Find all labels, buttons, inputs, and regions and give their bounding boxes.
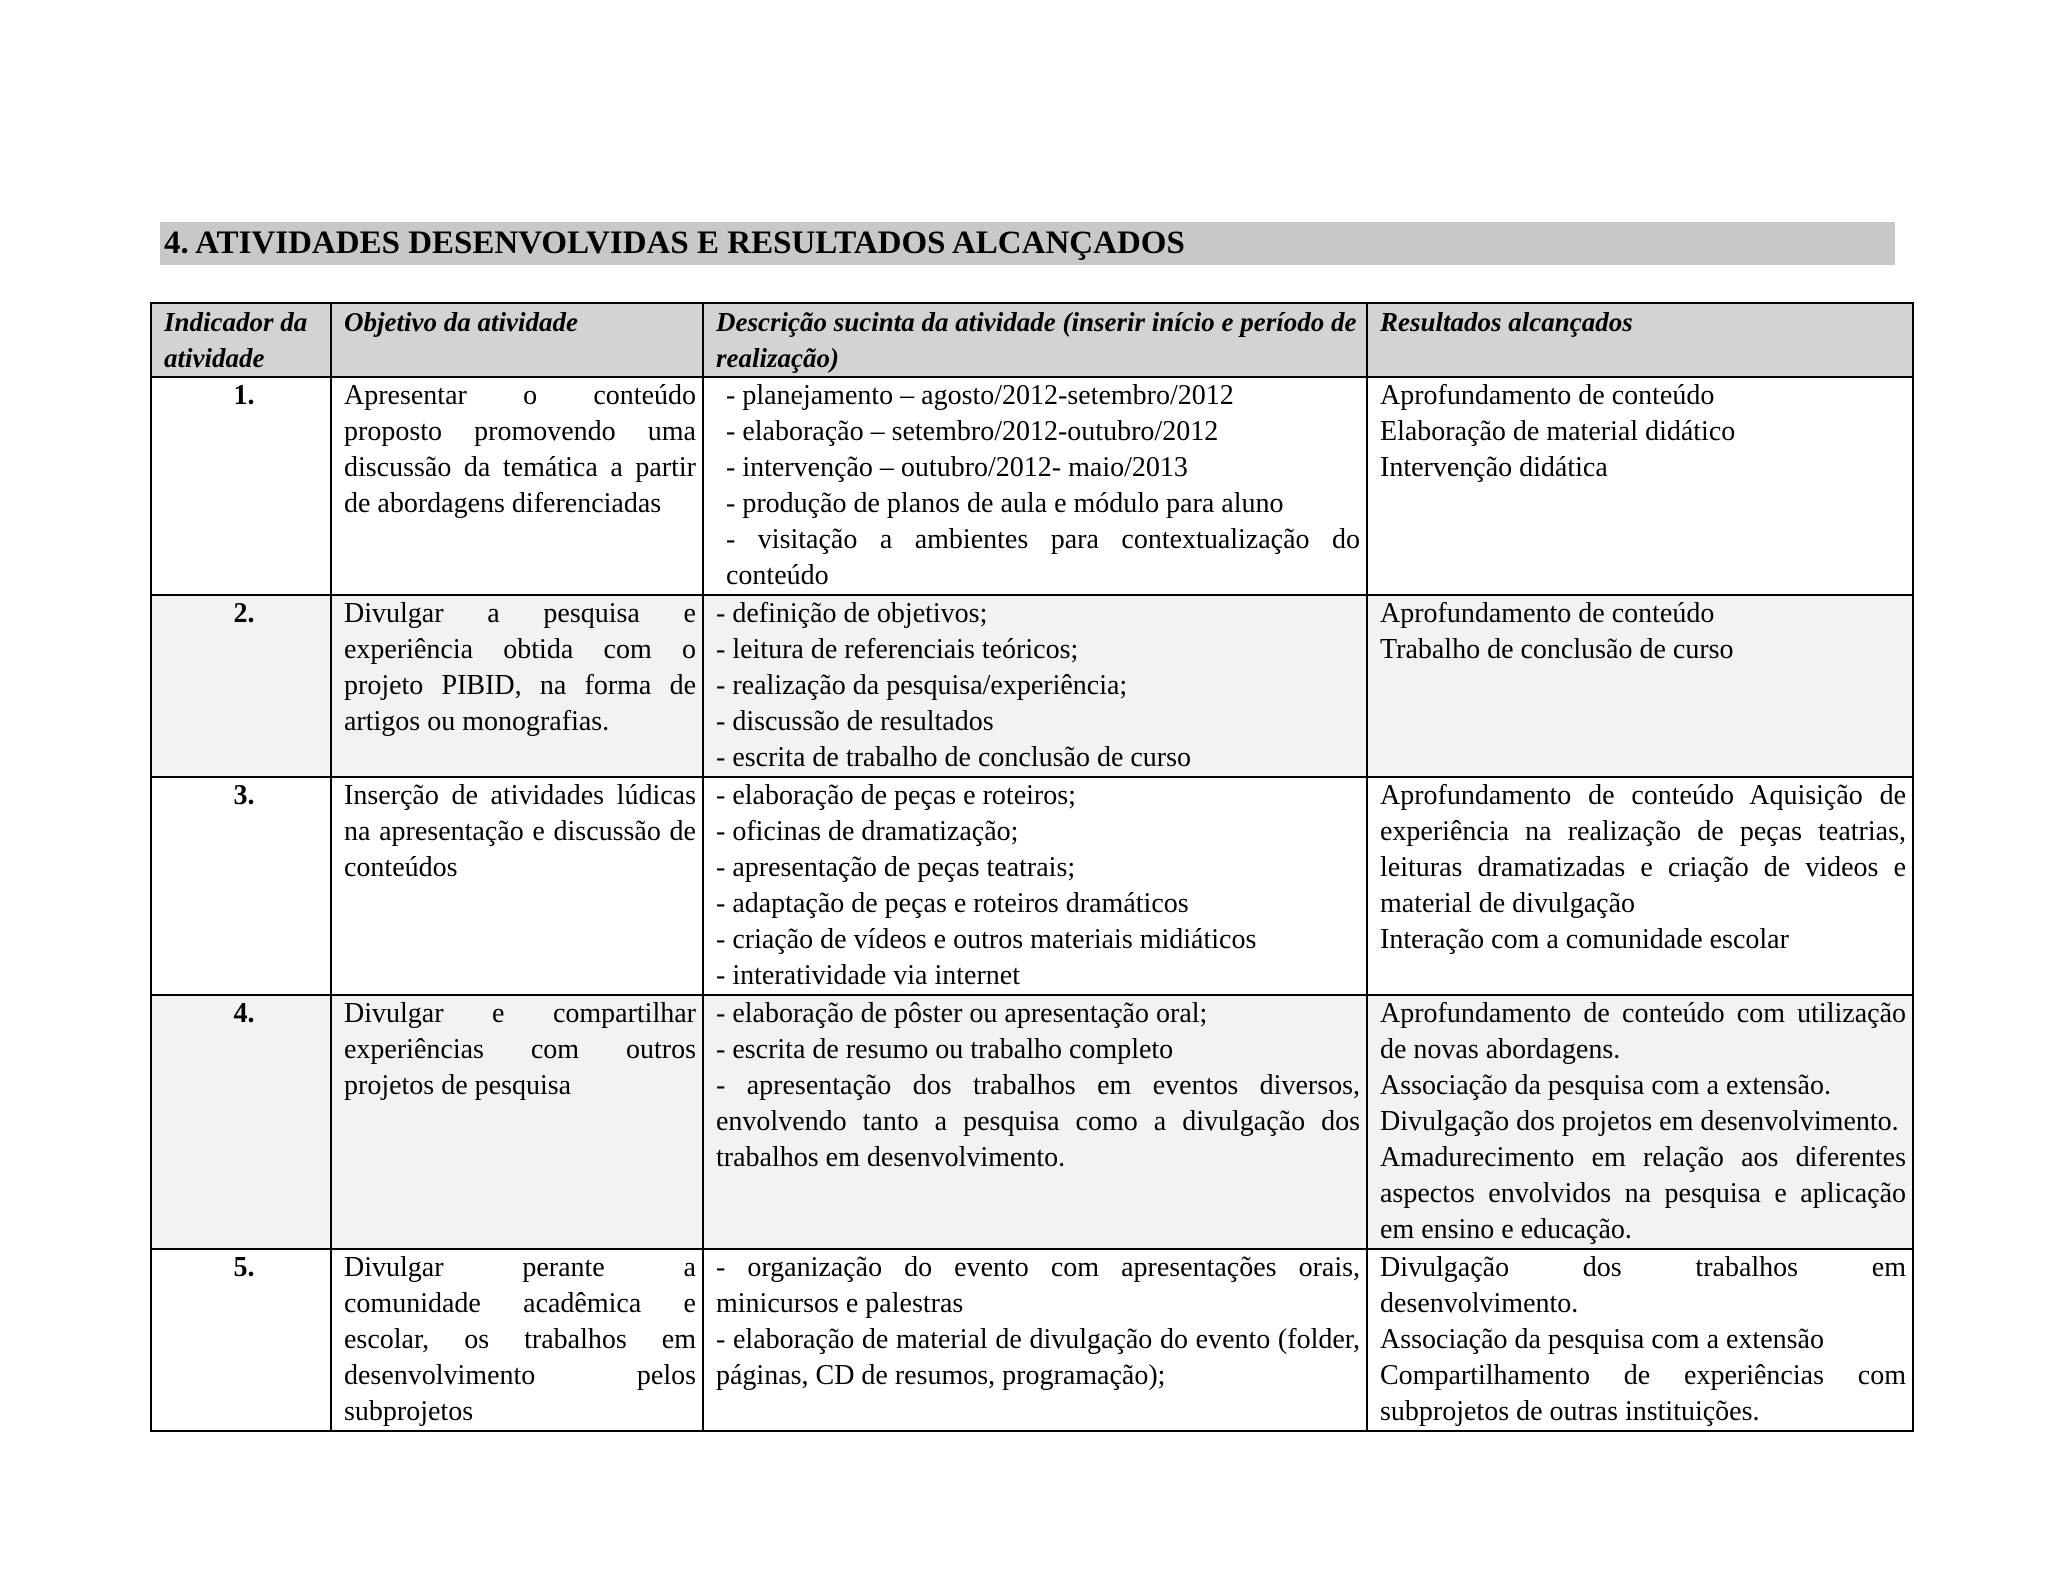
- results-cell: [1367, 995, 1913, 1249]
- section-title: 4. ATIVIDADES DESENVOLVIDAS E RESULTADOS ALCANÇADOS: [160, 222, 1895, 265]
- description-line: - definição de objetivos;: [716, 598, 988, 629]
- indicator-cell: 5.: [151, 1249, 331, 1431]
- table-row: [151, 1249, 1913, 1431]
- description-line: - apresentação de peças teatrais;: [716, 852, 1076, 883]
- description-line: - escrita de resumo ou trabalho completo: [716, 1034, 1174, 1065]
- table-row: [151, 595, 1913, 777]
- description-cell: [703, 777, 1367, 995]
- header-objective: Objetivo da atividade: [331, 303, 703, 377]
- header-indicator: Indicador da atividade: [151, 303, 331, 377]
- result-line: Aprofundamento de conteúdo com utilização de novas abordagens.: [1380, 998, 1906, 1065]
- activities-table: [150, 302, 1914, 1432]
- result-line: Compartilhamento de experiências com subprojetos de outras instituições.: [1380, 1360, 1906, 1427]
- table-header-row: [151, 303, 1913, 377]
- result-line: Aprofundamento de conteúdo: [1380, 598, 1715, 629]
- description-line: - visitação a ambientes para contextualização do conteúdo: [726, 524, 1360, 591]
- description-line: - discussão de resultados: [716, 706, 994, 737]
- description-line: - produção de planos de aula e módulo para aluno: [726, 488, 1284, 519]
- table-row: [151, 995, 1913, 1249]
- description-cell: [703, 1249, 1367, 1431]
- description-line: - intervenção – outubro/2012- maio/2013: [726, 452, 1188, 483]
- table-row: [151, 777, 1913, 995]
- objective-cell: Divulgar perante a comunidade acadêmica e escolar, os trabalhos em desenvolvimento pelos subprojetos: [331, 1249, 703, 1431]
- objective-cell: Divulgar a pesquisa e experiência obtida com o projeto PIBID, na forma de artigos ou monografias.: [331, 595, 703, 777]
- result-line: Intervenção didática: [1380, 452, 1608, 483]
- table-row: [151, 377, 1913, 595]
- description-cell: [703, 995, 1367, 1249]
- header-description: Descrição sucinta da atividade (inserir início e período de realização): [703, 303, 1367, 377]
- description-line: - elaboração – setembro/2012-outubro/2012: [726, 416, 1219, 447]
- description-line: - escrita de trabalho de conclusão de curso: [716, 742, 1192, 773]
- description-line: - elaboração de material de divulgação do evento (folder, páginas, CD de resumos, programação);: [716, 1324, 1360, 1391]
- description-line: - planejamento – agosto/2012-setembro/2012: [726, 380, 1234, 411]
- result-line: Elaboração de material didático: [1380, 416, 1736, 447]
- description-cell: [703, 595, 1367, 777]
- description-cell: [703, 377, 1367, 595]
- description-line: - apresentação dos trabalhos em eventos diversos, envolvendo tanto a pesquisa como a divulgação dos trabalhos em desenvolvimento.: [716, 1070, 1360, 1173]
- result-line: Divulgação dos projetos em desenvolvimento.: [1380, 1106, 1899, 1137]
- indicator-cell: 2.: [151, 595, 331, 777]
- result-line: Associação da pesquisa com a extensão.: [1380, 1070, 1831, 1101]
- description-line: - adaptação de peças e roteiros dramáticos: [716, 888, 1189, 919]
- description-line: - interatividade via internet: [716, 960, 1020, 991]
- indicator-cell: 1.: [151, 377, 331, 595]
- indicator-cell: 3.: [151, 777, 331, 995]
- description-line: - organização do evento com apresentações orais, minicursos e palestras: [716, 1252, 1360, 1319]
- indicator-cell: 4.: [151, 995, 331, 1249]
- results-cell: [1367, 595, 1913, 777]
- result-line: Aprofundamento de conteúdo: [1380, 380, 1715, 411]
- results-cell: [1367, 1249, 1913, 1431]
- result-line: Amadurecimento em relação aos diferentes aspectos envolvidos na pesquisa e aplicação em ensino e educação.: [1380, 1142, 1906, 1245]
- description-line: - realização da pesquisa/experiência;: [716, 670, 1128, 701]
- description-line: - elaboração de peças e roteiros;: [716, 780, 1076, 811]
- header-results: Resultados alcançados: [1367, 303, 1913, 377]
- objective-cell: Inserção de atividades lúdicas na apresentação e discussão de conteúdos: [331, 777, 703, 995]
- result-line: Divulgação dos trabalhos em desenvolvimento.: [1380, 1252, 1906, 1319]
- description-line: - criação de vídeos e outros materiais midiáticos: [716, 924, 1257, 955]
- objective-cell: Apresentar o conteúdo proposto promovendo uma discussão da temática a partir de abordagens diferenciadas: [331, 377, 703, 595]
- description-line: - leitura de referenciais teóricos;: [716, 634, 1079, 665]
- result-line: Trabalho de conclusão de curso: [1380, 634, 1734, 665]
- results-cell: [1367, 777, 1913, 995]
- results-cell: [1367, 377, 1913, 595]
- objective-cell: Divulgar e compartilhar experiências com outros projetos de pesquisa: [331, 995, 703, 1249]
- description-line: - elaboração de pôster ou apresentação oral;: [716, 998, 1208, 1029]
- result-line: Associação da pesquisa com a extensão: [1380, 1324, 1824, 1355]
- description-line: - oficinas de dramatização;: [716, 816, 1019, 847]
- result-line: Aprofundamento de conteúdo Aquisição de experiência na realização de peças teatrias, leituras dramatizadas e criação de videos e material de divulgação: [1380, 780, 1906, 919]
- result-line: Interação com a comunidade escolar: [1380, 924, 1789, 955]
